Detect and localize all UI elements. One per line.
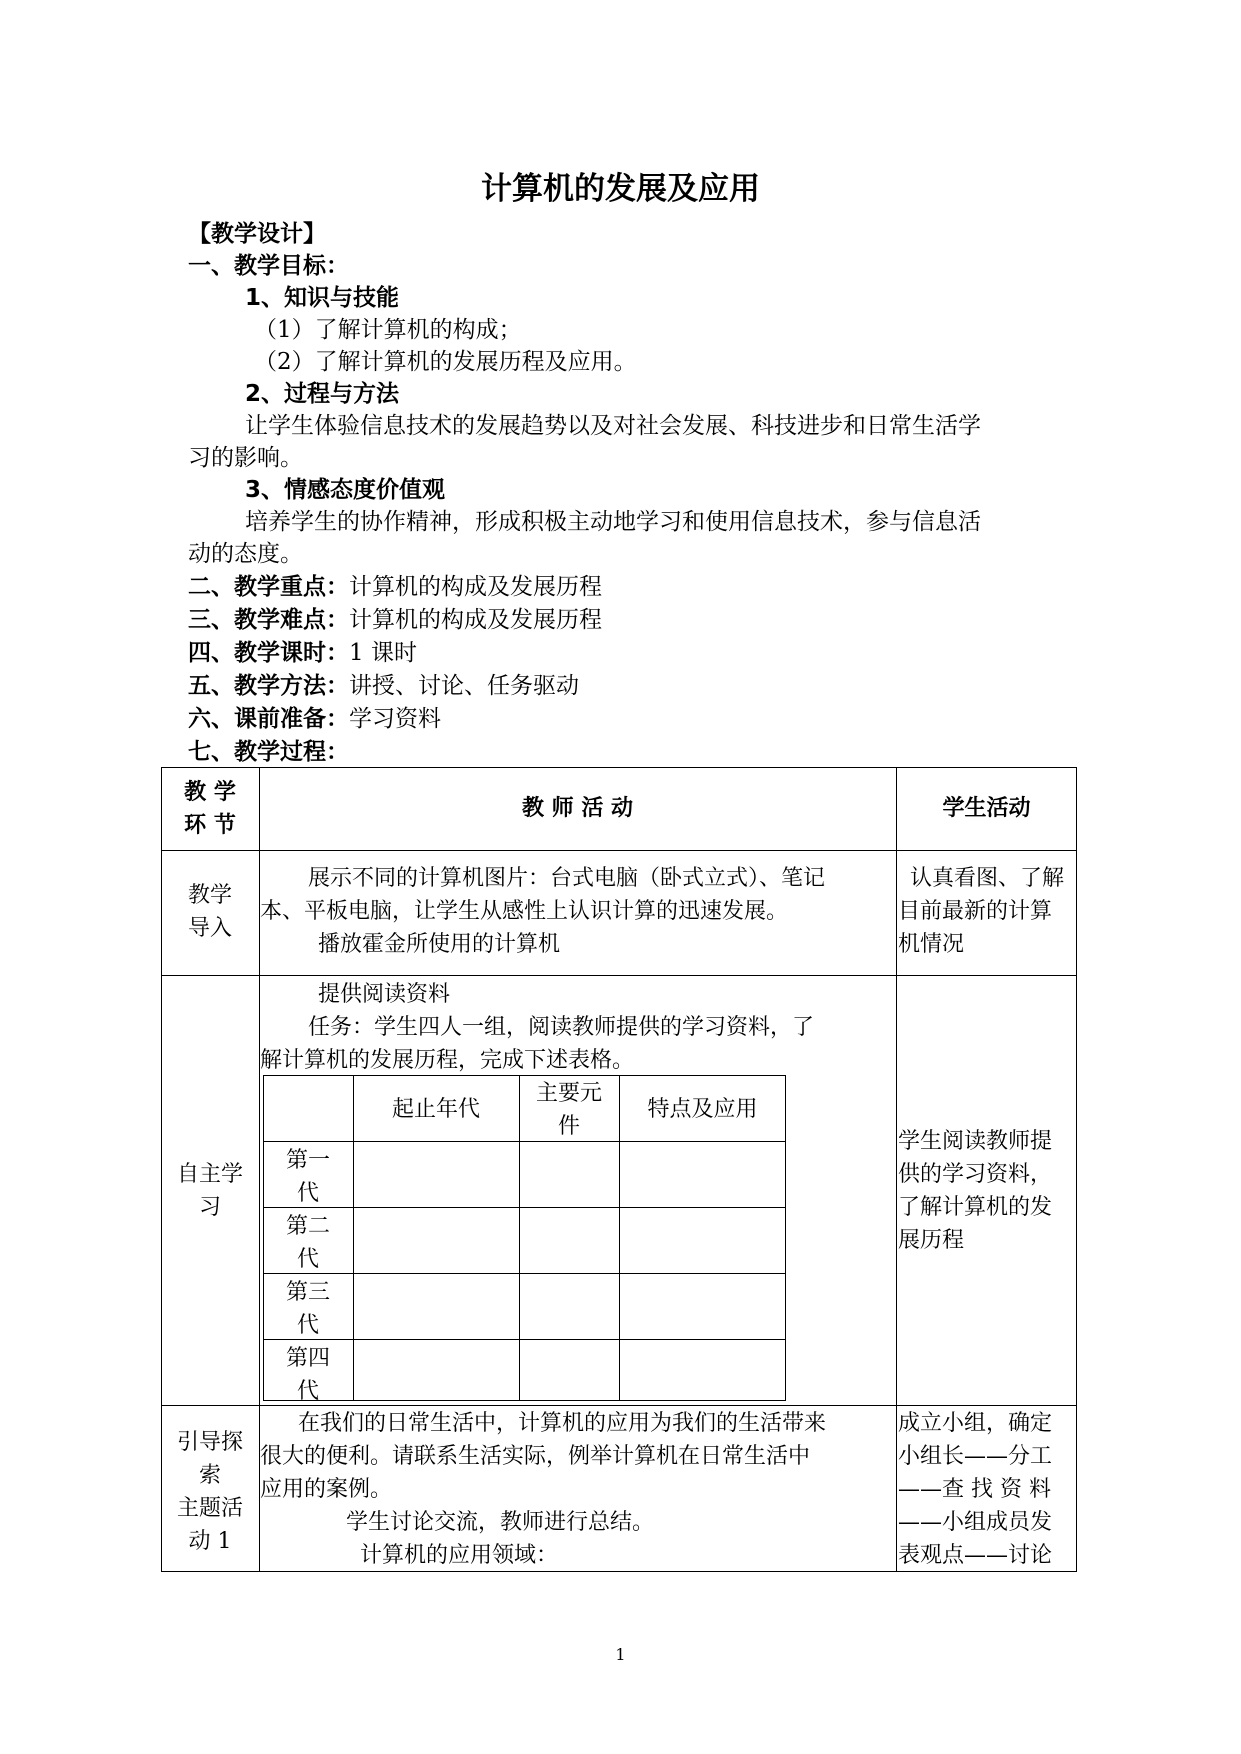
stage-line: 习	[198, 1195, 221, 1220]
row-divider	[161, 850, 1077, 851]
guided-teacher-activity	[260, 1407, 896, 1572]
document-title: 计算机的发展及应用	[481, 171, 760, 207]
class-hours-label: 四、教学课时：	[188, 640, 349, 666]
teaching-methods-label: 五、教学方法：	[188, 673, 349, 699]
teacher-line: 在我们的日常生活中，计算机的应用为我们的生活带来	[298, 1411, 827, 1436]
gen-label-line: 代	[296, 1247, 319, 1272]
gen-4-label	[263, 1342, 353, 1408]
col-years: 起止年代	[391, 1097, 480, 1122]
class-hours-line	[188, 637, 417, 669]
teacher-line: 学生讨论交流，教师进行总结。	[346, 1510, 655, 1535]
gen-label-line: 第二	[285, 1214, 330, 1239]
student-line: 机情况	[898, 932, 965, 957]
header-stage-line: 环 节	[184, 813, 236, 838]
knowledge-item-2: （2）了解计算机的发展历程及应用。	[254, 349, 637, 375]
stage-line: 引导探	[176, 1430, 243, 1455]
teacher-line: 很大的便利。请联系生活实际，例举计算机在日常生活中	[260, 1444, 811, 1469]
gen-1-label	[263, 1144, 353, 1210]
key-points-label: 二、教学重点：	[188, 574, 349, 600]
stage-self-study	[161, 1158, 259, 1224]
attitude-text-cont: 动的态度。	[188, 541, 303, 567]
teacher-line: 提供阅读资料	[318, 982, 451, 1007]
teacher-line: 计算机的应用领域：	[360, 1543, 559, 1568]
attitude-text: 培养学生的协作精神，形成积极主动地学习和使用信息技术，参与信息活	[245, 509, 981, 535]
teacher-line: 展示不同的计算机图片：台式电脑（卧式立式）、笔记	[308, 866, 826, 891]
teaching-methods-value: 讲授、讨论、任务驱动	[349, 673, 579, 699]
gen-label-line: 代	[296, 1313, 319, 1338]
stage-line: 导入	[187, 916, 232, 941]
process-method-heading: 2、过程与方法	[245, 381, 400, 407]
difficult-points-value: 计算机的构成及发展历程	[349, 607, 602, 633]
preparation-line	[188, 703, 441, 735]
guided-student-activity	[898, 1407, 1077, 1572]
goals-heading: 一、教学目标：	[188, 253, 349, 279]
gen-label-line: 第三	[285, 1280, 330, 1305]
intro-student-activity	[898, 862, 1077, 961]
row-divider	[161, 975, 1077, 976]
section-design-heading: 【教学设计】	[188, 221, 326, 247]
difficult-points-line	[188, 604, 602, 636]
stage-line: 教学	[187, 883, 232, 908]
process-method-text-cont: 习的影响。	[188, 445, 303, 471]
knowledge-skills-heading: 1、知识与技能	[245, 285, 400, 311]
teacher-line: 解计算机的发展历程，完成下述表格。	[260, 1048, 635, 1073]
student-line: 目前最新的计算	[898, 899, 1053, 924]
gen-label-line: 代	[296, 1379, 319, 1404]
attitude-heading: 3、情感态度价值观	[245, 477, 446, 503]
preparation-value: 学习资料	[349, 706, 441, 732]
intro-teacher-activity	[260, 862, 896, 961]
stage-line: 动 1	[188, 1529, 232, 1554]
teacher-line: 本、平板电脑，让学生从感性上认识计算的迅速发展。	[260, 899, 789, 924]
header-student-activity: 学生活动	[942, 796, 1031, 821]
gen-3-label	[263, 1276, 353, 1342]
student-line: 成立小组，确定	[898, 1411, 1053, 1436]
teacher-line: 任务：学生四人一组，阅读教师提供的学习资料，了	[308, 1015, 815, 1040]
gen-label-line: 第四	[285, 1346, 330, 1371]
teaching-methods-line	[188, 670, 579, 702]
key-points-line	[188, 571, 602, 603]
process-heading: 七、教学过程：	[188, 739, 349, 765]
col-features: 特点及应用	[647, 1097, 758, 1122]
student-line: ——查 找 资 料	[898, 1477, 1051, 1502]
difficult-points-label: 三、教学难点：	[188, 607, 349, 633]
process-method-text: 让学生体验信息技术的发展趋势以及对社会发展、科技进步和日常生活学	[245, 413, 981, 439]
stage-line: 索	[198, 1463, 221, 1488]
gen-label-line: 第一	[285, 1148, 330, 1173]
header-stage-line: 教 学	[184, 780, 236, 805]
key-points-value: 计算机的构成及发展历程	[349, 574, 602, 600]
gen-2-label	[263, 1210, 353, 1276]
student-line: 表观点——讨论	[898, 1543, 1053, 1568]
self-study-teacher-activity	[260, 978, 896, 1077]
student-line: 了解计算机的发	[898, 1195, 1053, 1220]
teacher-line: 应用的案例。	[260, 1477, 393, 1502]
stage-guided-exploration	[161, 1426, 259, 1558]
self-study-student-activity	[898, 1125, 1077, 1257]
knowledge-item-1: （1）了解计算机的构成；	[254, 317, 522, 343]
student-line: ——小组成员发	[898, 1510, 1053, 1535]
col-main-component-line: 件	[557, 1114, 580, 1139]
stage-line: 自主学	[176, 1162, 243, 1187]
col-main-component	[519, 1077, 619, 1143]
stage-line: 主题活	[176, 1496, 243, 1521]
header-stage	[161, 776, 259, 842]
student-line: 供的学习资料，	[898, 1162, 1053, 1187]
column-divider	[896, 767, 897, 1572]
header-teacher-activity: 教 师 活 动	[522, 796, 633, 821]
class-hours-value: 1 课时	[349, 640, 417, 666]
student-line: 展历程	[898, 1228, 965, 1253]
gen-label-line: 代	[296, 1181, 319, 1206]
col-main-component-line: 主要元	[535, 1081, 602, 1106]
student-line: 小组长——分工	[898, 1444, 1053, 1469]
page-number: 1	[615, 1645, 626, 1664]
student-line: 认真看图、了解	[910, 866, 1065, 891]
student-line: 学生阅读教师提	[898, 1129, 1053, 1154]
preparation-label: 六、课前准备：	[188, 706, 349, 732]
stage-intro	[161, 879, 259, 945]
teacher-line: 播放霍金所使用的计算机	[318, 932, 561, 957]
